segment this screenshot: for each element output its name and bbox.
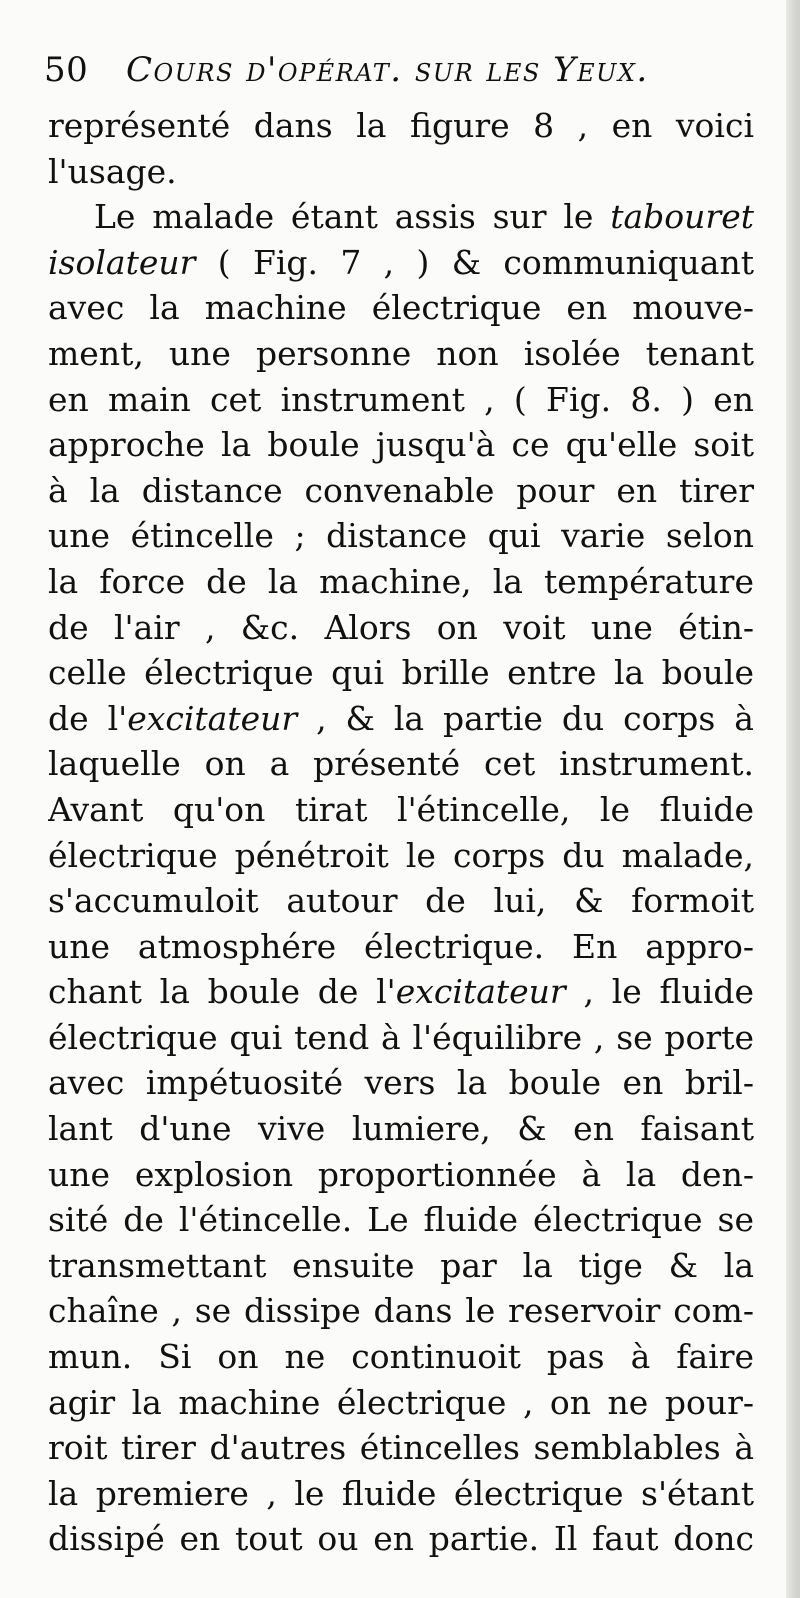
text-line (48, 833, 754, 879)
text-run: une atmosphére électrique. En appro- (48, 926, 754, 966)
text-run: , & la partie du corps à (297, 698, 754, 738)
page-number: 50 (44, 50, 89, 90)
text-run: s'accumuloit autour de lui, & formoit (48, 881, 754, 921)
text-line (48, 741, 754, 787)
page-edge (786, 0, 800, 1598)
text-run: celle électrique qui brille entre la boule (48, 653, 754, 693)
text-run: une étincelle ; distance qui varie selon (48, 516, 754, 556)
text-line (48, 605, 754, 651)
text-line (48, 878, 754, 924)
italic-term: tabouret (610, 197, 754, 237)
text-line (48, 513, 754, 559)
text-run: chant la boule de l' (48, 972, 396, 1012)
text-line (48, 468, 754, 514)
text-run: laquelle on a présenté cet instrument. (48, 744, 754, 784)
text-run: lant d'une vive lumiere, & en faisant (48, 1109, 754, 1149)
text-line (48, 1334, 754, 1380)
text-line (48, 650, 754, 696)
text-run: la force de la machine, la température (48, 561, 754, 601)
text-line (48, 1060, 754, 1106)
text-line (48, 559, 754, 605)
text-run: transmettant ensuite par la tige & la (48, 1245, 754, 1285)
text-run: à la distance convenable pour en tirer (48, 470, 754, 510)
text-line (48, 377, 754, 423)
text-line (48, 149, 754, 195)
text-run: représenté dans la figure 8 , en voici (48, 106, 754, 145)
body-text (48, 103, 754, 1562)
text-run: Le malade étant assis sur le (94, 197, 611, 237)
text-run: une explosion proportionnée à la den- (48, 1154, 754, 1194)
text-run: ( Fig. 7 , ) & communiquant (195, 242, 754, 282)
text-line (48, 1471, 754, 1517)
text-run: en main cet instrument , ( Fig. 8. ) en (48, 379, 754, 419)
text-line (48, 194, 754, 240)
text-run: ment, une personne non isolée tenant (48, 333, 754, 373)
text-line (48, 1380, 754, 1426)
text-line (48, 1288, 754, 1334)
text-run: mun. Si on ne continuoit pas à faire (48, 1337, 754, 1377)
italic-term: excitateur (127, 698, 298, 738)
text-line (48, 924, 754, 970)
text-line (48, 1106, 754, 1152)
italic-term: isolateur (48, 242, 196, 282)
text-run: la premiere , le fluide électrique s'étant (48, 1473, 754, 1513)
italic-term: excitateur (395, 972, 566, 1012)
text-run: roit tirer d'autres étincelles semblables à (48, 1428, 754, 1468)
page-header (44, 44, 744, 96)
text-line (48, 285, 754, 331)
text-line (48, 1425, 754, 1471)
text-run: chaîne , se dissipe dans le reservoir com- (48, 1291, 754, 1331)
text-run: agir la machine électrique , on ne pour- (48, 1382, 754, 1422)
text-run: de l' (48, 698, 128, 738)
text-run: dissipé en tout ou en partie. Il faut donc (48, 1519, 754, 1559)
running-title: Cours d'opérat. sur les Yeux. (126, 50, 649, 90)
text-run: électrique pénétroit le corps du malade, (48, 835, 754, 875)
text-line (48, 1516, 754, 1562)
text-line (48, 969, 754, 1015)
text-line (48, 1197, 754, 1243)
text-line (48, 1243, 754, 1289)
text-run: sité de l'étincelle. Le fluide électrique se (48, 1200, 754, 1240)
text-line (48, 240, 754, 286)
text-run: Avant qu'on tirat l'étincelle, le fluide (48, 789, 754, 829)
text-line (48, 331, 754, 377)
text-run: de l'air , &c. Alors on voit une étin- (48, 607, 754, 647)
text-run: avec la machine électrique en mouve- (48, 288, 754, 328)
text-run: avec impétuosité vers la boule en bril- (48, 1063, 754, 1103)
text-run: , le fluide (565, 972, 754, 1012)
text-line (48, 1015, 754, 1061)
text-run: l'usage. (48, 151, 177, 191)
text-line (48, 1152, 754, 1198)
text-line (48, 422, 754, 468)
text-line (48, 787, 754, 833)
text-run: électrique qui tend à l'équilibre , se porte (48, 1017, 754, 1057)
text-line (48, 103, 754, 149)
text-run: approche la boule jusqu'à ce qu'elle soit (48, 425, 754, 465)
text-line (48, 696, 754, 742)
